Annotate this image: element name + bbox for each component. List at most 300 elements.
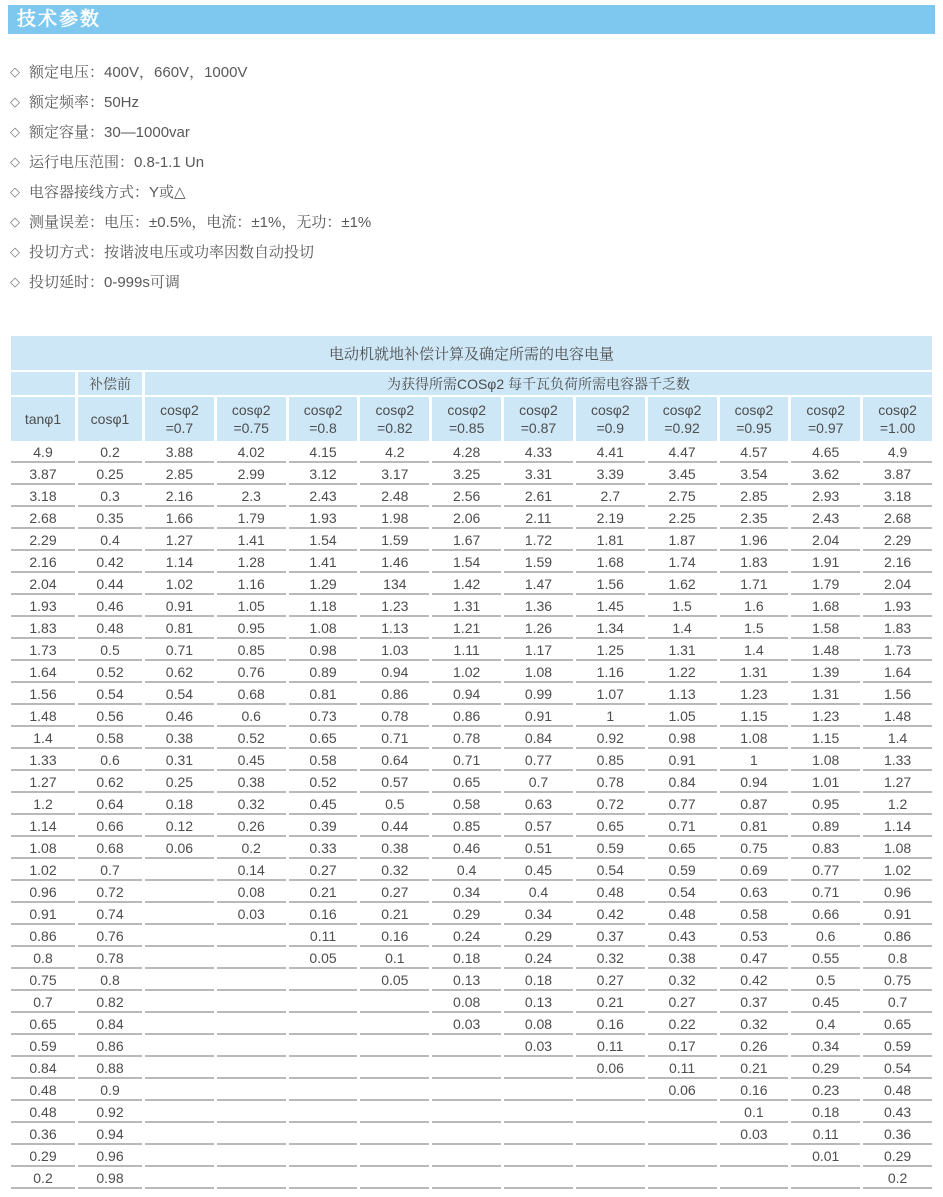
table-cell: 0.76	[217, 663, 286, 683]
table-cell: 1.4	[720, 641, 789, 661]
column-header	[432, 397, 501, 441]
table-cell	[289, 1059, 358, 1079]
table-cell: 0.59	[863, 1037, 932, 1057]
table-cell: 1.36	[504, 597, 573, 617]
table-cell	[648, 1147, 717, 1167]
column-header-value: =0.92	[664, 420, 700, 436]
table-cell	[360, 1103, 429, 1123]
table-cell	[504, 1103, 573, 1123]
table-cell: 0.65	[11, 1015, 75, 1035]
column-header	[576, 397, 645, 441]
table-cell: 0.85	[432, 817, 501, 837]
table-cell: 1.02	[863, 861, 932, 881]
table-cell: 0.18	[432, 949, 501, 969]
table-cell: 0.27	[289, 861, 358, 881]
table-cell: 0.34	[432, 883, 501, 903]
table-cell: 2.56	[432, 487, 501, 507]
table-cell	[432, 1147, 501, 1167]
column-header: tanφ1	[11, 397, 75, 441]
table-cell: 0.87	[720, 795, 789, 815]
table-cell: 0.77	[791, 861, 860, 881]
table-cell: 0.45	[289, 795, 358, 815]
table-cell: 1.81	[576, 531, 645, 551]
table-cell: 0.33	[289, 839, 358, 859]
table-cell: 0.92	[576, 729, 645, 749]
column-header-label: cosφ2	[734, 402, 774, 418]
table-cell: 0.21	[720, 1059, 789, 1079]
table-cell: 1.13	[648, 685, 717, 705]
table-cell: 0.06	[576, 1059, 645, 1079]
table-cell: 0.58	[432, 795, 501, 815]
table-cell	[217, 1125, 286, 1145]
table-cell: 0.78	[432, 729, 501, 749]
table-cell: 0.27	[576, 971, 645, 991]
table-cell: 0.43	[648, 927, 717, 947]
spec-item	[10, 146, 935, 176]
column-header-value: =0.75	[233, 420, 269, 436]
table-row	[11, 597, 932, 617]
table-cell: 0.64	[78, 795, 142, 815]
table-cell: 1.11	[432, 641, 501, 661]
table-cell: 0.58	[289, 751, 358, 771]
table-cell: 2.25	[648, 509, 717, 529]
table-cell: 0.84	[11, 1059, 75, 1079]
table-cell: 0.01	[791, 1147, 860, 1167]
table-cell: 0.7	[504, 773, 573, 793]
diamond-bullet-icon: ◇	[10, 63, 20, 79]
table-cell: 1.16	[217, 575, 286, 595]
table-cell: 4.9	[11, 443, 75, 463]
table-cell: 2.85	[145, 465, 214, 485]
table-cell: 0.45	[504, 861, 573, 881]
table-cell: 0.71	[648, 817, 717, 837]
table-cell	[432, 1169, 501, 1189]
table-cell: 1.83	[720, 553, 789, 573]
column-header-label: cosφ2	[662, 402, 702, 418]
table-cell	[504, 1147, 573, 1167]
table-cell: 0.53	[720, 927, 789, 947]
table-cell	[217, 1081, 286, 1101]
table-cell	[360, 993, 429, 1013]
table-cell: 0.2	[863, 1169, 932, 1189]
table-cell: 0.03	[432, 1015, 501, 1035]
spec-text: 投切方式：按谐波电压或功率因数自动投切	[29, 243, 315, 261]
table-cell: 0.65	[863, 1015, 932, 1035]
table-cell: 1.17	[504, 641, 573, 661]
table-cell: 0.75	[11, 971, 75, 991]
table-cell: 0.92	[78, 1103, 142, 1123]
table-cell	[432, 1037, 501, 1057]
table-cell: 1.83	[11, 619, 75, 639]
table-cell: 2.04	[11, 575, 75, 595]
table-cell	[648, 1169, 717, 1189]
table-cell: 4.28	[432, 443, 501, 463]
table-cell: 4.33	[504, 443, 573, 463]
table-cell: 0.11	[791, 1125, 860, 1145]
table-cell: 0.18	[504, 971, 573, 991]
table-cell: 2.06	[432, 509, 501, 529]
table-cell: 0.48	[648, 905, 717, 925]
table-cell: 0.62	[145, 663, 214, 683]
table-cell	[217, 1103, 286, 1123]
table-cell: 4.02	[217, 443, 286, 463]
table-cell: 0.05	[289, 949, 358, 969]
column-header-label: cosφ2	[806, 402, 846, 418]
table-cell: 0.54	[648, 883, 717, 903]
table-cell	[145, 971, 214, 991]
table-cell: 1.23	[360, 597, 429, 617]
table-cell: 1.58	[791, 619, 860, 639]
table-cell: 4.57	[720, 443, 789, 463]
table-cell: 0.48	[11, 1081, 75, 1101]
table-cell: 0.1	[720, 1103, 789, 1123]
table-cell	[217, 927, 286, 947]
table-cell: 0.6	[78, 751, 142, 771]
table-cell: 0.55	[791, 949, 860, 969]
table-cell: 0.42	[78, 553, 142, 573]
table-cell: 0.96	[78, 1147, 142, 1167]
table-cell: 0.37	[576, 927, 645, 947]
table-cell	[432, 1059, 501, 1079]
table-cell	[360, 1015, 429, 1035]
table-cell	[289, 1015, 358, 1035]
table-cell	[217, 971, 286, 991]
table-cell: 2.43	[289, 487, 358, 507]
table-cell: 0.32	[648, 971, 717, 991]
table-cell: 0.46	[145, 707, 214, 727]
table-row	[11, 1059, 932, 1079]
table-cell: 1.4	[11, 729, 75, 749]
table-cell: 1.23	[720, 685, 789, 705]
table-cell: 1.07	[576, 685, 645, 705]
table-cell: 0.89	[289, 663, 358, 683]
table-cell: 0.27	[648, 993, 717, 1013]
table-cell: 4.65	[791, 443, 860, 463]
table-row	[11, 1125, 932, 1145]
column-header-label: cosφ2	[878, 402, 917, 418]
table-cell: 1.64	[11, 663, 75, 683]
table-cell	[576, 1169, 645, 1189]
table-cell: 0.32	[720, 1015, 789, 1035]
table-row	[11, 663, 932, 683]
table-cell: 0.91	[863, 905, 932, 925]
table-cell: 1.31	[720, 663, 789, 683]
table-cell: 3.31	[504, 465, 573, 485]
table-cell: 0.7	[78, 861, 142, 881]
table-cell: 1.27	[145, 531, 214, 551]
column-header-label: cosφ2	[590, 402, 630, 418]
table-cell: 0.72	[576, 795, 645, 815]
table-cell: 1.26	[504, 619, 573, 639]
column-header-value: =0.87	[520, 420, 557, 436]
table-cell: 2.19	[576, 509, 645, 529]
table-cell: 0.65	[432, 773, 501, 793]
table-cell: 0.68	[78, 839, 142, 859]
table-row	[11, 1081, 932, 1101]
table-cell: 1.54	[289, 531, 358, 551]
table-cell: 1.18	[289, 597, 358, 617]
table-cell: 1.15	[791, 729, 860, 749]
table-cell: 1.64	[863, 663, 932, 683]
table-cell: 0.74	[78, 905, 142, 925]
table-cell: 0.59	[648, 861, 717, 881]
column-header-value: =0.95	[736, 420, 772, 436]
table-cell: 0.98	[78, 1169, 142, 1189]
table-cell: 0.81	[145, 619, 214, 639]
table-cell: 0.48	[11, 1103, 75, 1123]
table-cell: 0.85	[576, 751, 645, 771]
table-cell: 0.86	[432, 707, 501, 727]
table-cell: 0.36	[863, 1125, 932, 1145]
table-cell: 0.32	[576, 949, 645, 969]
table-cell: 0.24	[432, 927, 501, 947]
column-header	[217, 397, 286, 441]
table-cell: 1.08	[504, 663, 573, 683]
table-row	[11, 861, 932, 881]
table-cell: 0.26	[217, 817, 286, 837]
table-cell: 1.14	[11, 817, 75, 837]
table-cell	[360, 1081, 429, 1101]
table-cell	[217, 1169, 286, 1189]
table-cell: 2.68	[11, 509, 75, 529]
table-row	[11, 993, 932, 1013]
table-cell	[504, 1081, 573, 1101]
table-cell: 1.72	[504, 531, 573, 551]
table-cell	[504, 1169, 573, 1189]
table-cell: 0.44	[360, 817, 429, 837]
table-cell: 3.18	[863, 487, 932, 507]
table-cell: 0.11	[576, 1037, 645, 1057]
table-cell: 3.12	[289, 465, 358, 485]
table-cell: 2.35	[720, 509, 789, 529]
table-cell: 3.87	[11, 465, 75, 485]
table-cell: 0.65	[576, 817, 645, 837]
table-cell: 0.51	[504, 839, 573, 859]
table-cell: 0.12	[145, 817, 214, 837]
table-cell: 1.98	[360, 509, 429, 529]
table-cell: 1.33	[863, 751, 932, 771]
table-cell: 0.57	[360, 773, 429, 793]
table-cell: 0.65	[648, 839, 717, 859]
table-cell	[289, 971, 358, 991]
table-row	[11, 641, 932, 661]
table-cell: 1.16	[576, 663, 645, 683]
table-cell: 0.13	[432, 971, 501, 991]
table-cell: 0.94	[720, 773, 789, 793]
table-cell	[432, 1081, 501, 1101]
table-cell: 0.84	[78, 1015, 142, 1035]
table-cell: 1.03	[360, 641, 429, 661]
column-header	[145, 397, 214, 441]
table-cell: 0.42	[720, 971, 789, 991]
table-cell: 1	[720, 751, 789, 771]
table-cell: 0.89	[791, 817, 860, 837]
table-cell: 0.73	[289, 707, 358, 727]
column-header	[648, 397, 717, 441]
table-cell: 1.08	[863, 839, 932, 859]
table-row	[11, 531, 932, 551]
table-cell: 1.28	[217, 553, 286, 573]
table-cell: 0.98	[648, 729, 717, 749]
table-cell: 4.41	[576, 443, 645, 463]
table-cell	[145, 1169, 214, 1189]
table-cell: 1.68	[576, 553, 645, 573]
table-cell	[145, 993, 214, 1013]
group-before-label: 补偿前	[78, 372, 142, 395]
table-cell: 0.11	[289, 927, 358, 947]
table-cell: 0.63	[504, 795, 573, 815]
table-cell: 0.83	[791, 839, 860, 859]
table-cell: 1.31	[648, 641, 717, 661]
table-cell: 1.5	[648, 597, 717, 617]
diamond-bullet-icon: ◇	[10, 243, 20, 259]
table-cell: 1.87	[648, 531, 717, 551]
table-cell: 0.23	[791, 1081, 860, 1101]
table-cell: 1.73	[11, 641, 75, 661]
table-row	[11, 707, 932, 727]
table-cell: 1.13	[360, 619, 429, 639]
table-cell: 0.37	[720, 993, 789, 1013]
table-cell: 0.91	[648, 751, 717, 771]
table-cell: 0.91	[145, 597, 214, 617]
table-cell: 1.08	[791, 751, 860, 771]
table-body	[11, 443, 932, 1189]
table-cell	[145, 883, 214, 903]
table-cell: 2.04	[863, 575, 932, 595]
table-cell: 0.29	[11, 1147, 75, 1167]
table-cell: 0.8	[863, 949, 932, 969]
table-cell: 1.2	[11, 795, 75, 815]
table-cell	[289, 1081, 358, 1101]
column-header	[504, 397, 573, 441]
table-cell: 0.46	[432, 839, 501, 859]
spec-text: 额定频率：50Hz	[29, 93, 140, 111]
section-header-bar	[8, 5, 935, 34]
table-cell	[289, 1037, 358, 1057]
table-cell: 0.31	[145, 751, 214, 771]
diamond-bullet-icon: ◇	[10, 273, 20, 289]
table-cell: 0.2	[11, 1169, 75, 1189]
table-cell: 1.68	[791, 597, 860, 617]
table-cell: 0.03	[504, 1037, 573, 1057]
table-cell: 0.81	[289, 685, 358, 705]
table-cell: 0.78	[360, 707, 429, 727]
table-cell: 0.32	[217, 795, 286, 815]
table-cell: 1.01	[791, 773, 860, 793]
table-cell: 0.17	[648, 1037, 717, 1057]
table-cell: 0.06	[648, 1081, 717, 1101]
table-cell: 1.05	[648, 707, 717, 727]
table-cell: 1.47	[504, 575, 573, 595]
table-cell: 1.93	[11, 597, 75, 617]
table-cell	[576, 1103, 645, 1123]
table-cell: 2.29	[11, 531, 75, 551]
table-cell: 0.52	[289, 773, 358, 793]
table-cell: 1.4	[863, 729, 932, 749]
table-cell: 0.78	[576, 773, 645, 793]
table-cell: 1.48	[863, 707, 932, 727]
table-cell: 0.71	[791, 883, 860, 903]
table-cell: 1.74	[648, 553, 717, 573]
table-cell: 1.39	[791, 663, 860, 683]
table-cell: 1.34	[576, 619, 645, 639]
table-cell	[360, 1147, 429, 1167]
table-cell: 0.52	[217, 729, 286, 749]
table-cell: 0.48	[78, 619, 142, 639]
table-cell	[145, 1037, 214, 1057]
table-cell	[217, 993, 286, 1013]
table-cell: 0.24	[504, 949, 573, 969]
table-row	[11, 839, 932, 859]
table-cell: 0.56	[78, 707, 142, 727]
table-cell: 0.22	[648, 1015, 717, 1035]
table-cell: 0.3	[78, 487, 142, 507]
table-cell: 0.06	[145, 839, 214, 859]
table-cell: 3.18	[11, 487, 75, 507]
table-cell: 1.71	[720, 575, 789, 595]
table-cell: 2.3	[217, 487, 286, 507]
table-cell: 1.27	[11, 773, 75, 793]
table-cell	[289, 1147, 358, 1167]
table-cell	[217, 949, 286, 969]
group-header-row	[11, 372, 932, 395]
table-cell: 1.48	[11, 707, 75, 727]
table-cell: 1.54	[432, 553, 501, 573]
table-cell: 0.5	[360, 795, 429, 815]
table-cell	[145, 1125, 214, 1145]
table-cell: 1.05	[217, 597, 286, 617]
table-cell: 0.08	[504, 1015, 573, 1035]
table-cell: 1.66	[145, 509, 214, 529]
table-cell: 0.4	[504, 883, 573, 903]
table-cell: 0.94	[432, 685, 501, 705]
table-cell: 2.75	[648, 487, 717, 507]
table-cell: 1.22	[648, 663, 717, 683]
table-cell: 0.46	[78, 597, 142, 617]
table-cell: 0.75	[720, 839, 789, 859]
table-cell	[145, 861, 214, 881]
spec-text: 额定电压：400V，660V，1000V	[29, 63, 248, 81]
table-cell: 0.4	[78, 531, 142, 551]
table-cell: 1.31	[432, 597, 501, 617]
table-cell	[217, 1147, 286, 1167]
table-cell: 0.38	[145, 729, 214, 749]
table-cell	[432, 1103, 501, 1123]
table-row	[11, 685, 932, 705]
table-cell: 4.47	[648, 443, 717, 463]
table-row	[11, 465, 932, 485]
table-cell: 0.21	[289, 883, 358, 903]
table-cell: 0.94	[78, 1125, 142, 1145]
table-cell: 0.84	[648, 773, 717, 793]
spec-item	[10, 56, 935, 86]
table-cell: 0.48	[863, 1081, 932, 1101]
table-title: 电动机就地补偿计算及确定所需的电容电量	[11, 336, 932, 370]
table-cell: 0.16	[289, 905, 358, 925]
diamond-bullet-icon: ◇	[10, 153, 20, 169]
table-row	[11, 971, 932, 991]
table-cell: 1.79	[791, 575, 860, 595]
table-cell: 0.7	[863, 993, 932, 1013]
table-cell: 0.8	[11, 949, 75, 969]
table-cell: 0.11	[648, 1059, 717, 1079]
table-cell: 1.33	[11, 751, 75, 771]
table-row	[11, 1169, 932, 1189]
table-cell: 2.7	[576, 487, 645, 507]
table-cell: 0.34	[791, 1037, 860, 1057]
table-cell: 1.4	[648, 619, 717, 639]
table-cell: 1.27	[863, 773, 932, 793]
